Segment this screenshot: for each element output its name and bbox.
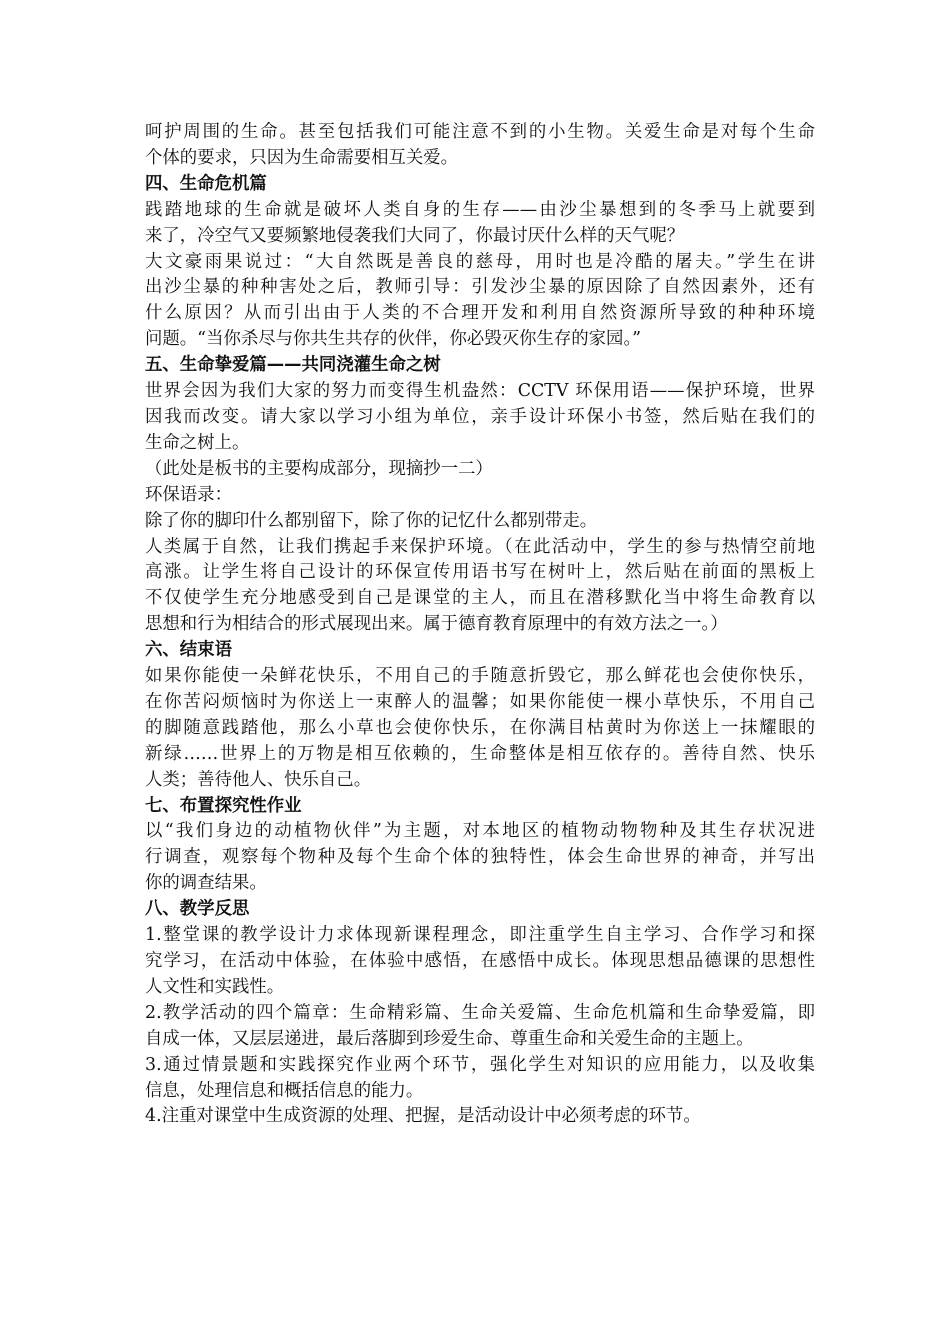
paragraph-reflection-3 xyxy=(145,1053,815,1105)
text-line: 什么原因？从而引出由于人类的不合理开发和利用自然资源所导致的种种环境 xyxy=(145,303,815,324)
text-line: 2.教学活动的四个篇章：生命精彩篇、生命关爱篇、生命危机篇和生命挚爱篇，即 xyxy=(145,1002,815,1023)
text-line: 践踏地球的生命就是破坏人类自身的生存——由沙尘暴想到的冬季马上就要到 xyxy=(145,199,815,220)
text-line: 如果你能使一朵鲜花快乐，不用自己的手随意折毁它，那么鲜花也会使你快乐， xyxy=(145,666,815,687)
text-line: 大文豪雨果说过：“大自然既是善良的慈母，用时也是冷酷的屠夫。”学生在讲 xyxy=(145,251,815,272)
text-line: 世界会因为我们大家的努力而变得生机盎然：CCTV 环保用语——保护环境，世界 xyxy=(145,381,815,402)
text-line: 思想和行为相结合的形式展现出来。属于德育教育原理中的有效方法之一。） xyxy=(145,614,728,635)
text-line: 人类属于自然，让我们携起手来保护环境。（在此活动中，学生的参与热情空前地 xyxy=(145,536,815,557)
text-line: 生命之树上。 xyxy=(145,432,250,453)
text-line: 问题。“当你杀尽与你共生共存的伙伴，你必毁灭你生存的家园。” xyxy=(145,329,642,350)
paragraph-reflection-1 xyxy=(145,923,815,1001)
paragraph-board-note xyxy=(145,457,815,483)
section-heading-5: 五、生命挚爱篇——共同浇灌生命之树 xyxy=(145,355,441,376)
text-line: 呵护周围的生命。甚至包括我们可能注意不到的小生物。关爱生命是对每个生命 xyxy=(145,122,815,142)
text-line: 因我而改变。请大家以学习小组为单位，亲手设计环保小书签，然后贴在我们的 xyxy=(145,406,815,427)
text-line: 个体的要求，只因为生命需要相互关爱。 xyxy=(145,147,459,168)
text-line: 新绿……世界上的万物是相互依赖的，生命整体是相互依存的。善待自然、快乐 xyxy=(145,743,815,764)
paragraph-reflection-4 xyxy=(145,1104,815,1130)
text-line: 究学习，在活动中体验，在体验中感悟，在感悟中成长。体现思想品德课的思想性 xyxy=(145,951,815,971)
text-line: 来了，冷空气又要频繁地侵袭我们大同了，你最讨厌什么样的天气呢？ xyxy=(145,225,685,246)
text-line: 自成一体，又层层递进，最后落脚到珍爱生命、尊重生命和关爱生命的主题上。 xyxy=(145,1028,754,1049)
text-line: 4.注重对课堂中生成资源的处理、把握，是活动设计中必须考虑的环节。 xyxy=(145,1106,701,1127)
paragraph-sandstorm-intro xyxy=(145,198,815,250)
text-line: 3.通过情景题和实践探究作业两个环节，强化学生对知识的应用能力，以及收集 xyxy=(145,1054,815,1075)
section-heading-4: 四、生命危机篇 xyxy=(145,173,267,194)
text-line: 信息，处理信息和概括信息的能力。 xyxy=(145,1080,424,1101)
text-line: 的脚随意践踏他，那么小草也会使你快乐，在你满目枯黄时为你送上一抹耀眼的 xyxy=(145,717,815,738)
paragraph-footprint-quote xyxy=(145,509,815,535)
text-line: 行调查，观察每个物种及每个生命个体的独特性，体会生命世界的神奇，并写出 xyxy=(145,847,815,868)
text-line: 1.整堂课的教学设计力求体现新课程理念，即注重学生自主学习、合作学习和探 xyxy=(145,925,815,946)
text-line: 人类；善待他人、快乐自己。 xyxy=(145,769,372,790)
paragraph-activity-description xyxy=(145,535,815,639)
section-heading-7: 七、布置探究性作业 xyxy=(145,795,302,816)
paragraph-eco-quotes-label xyxy=(145,483,815,509)
paragraph-reflection-2 xyxy=(145,1001,815,1053)
text-line: （此处是板书的主要构成部分，现摘抄一二） xyxy=(145,458,493,479)
document-page xyxy=(145,120,815,1130)
text-line: 出沙尘暴的种种害处之后，教师引导：引发沙尘暴的原因除了自然因素外，还有 xyxy=(145,277,815,298)
text-line: 以“我们身边的动植物伙伴”为主题，对本地区的植物动物物种及其生存状况进 xyxy=(145,821,815,842)
section-heading-8: 八、教学反思 xyxy=(145,899,250,920)
text-line: 高涨。让学生将自己设计的环保宣传用语书写在树叶上，然后贴在前面的黑板上 xyxy=(145,562,815,583)
text-line: 你的调查结果。 xyxy=(145,873,267,894)
text-line: 不仅使学生充分地感受到自己是课堂的主人，而且在潜移默化当中将生命教育以 xyxy=(145,588,815,609)
paragraph-hugo-quote xyxy=(145,250,815,354)
text-line: 人文性和实践性。 xyxy=(145,976,285,997)
paragraph-cctv-slogan xyxy=(145,379,815,457)
paragraph-homework xyxy=(145,819,815,897)
paragraph-cherish-life xyxy=(145,120,815,172)
text-line: 环保语录： xyxy=(145,484,232,505)
text-line: 在你苦闷烦恼时为你送上一束醉人的温馨；如果你能使一棵小草快乐，不用自己 xyxy=(145,691,815,712)
paragraph-closing-words xyxy=(145,664,815,794)
text-line: 除了你的脚印什么都别留下，除了你的记忆什么都别带走。 xyxy=(145,510,598,531)
section-heading-6: 六、结束语 xyxy=(145,640,232,661)
